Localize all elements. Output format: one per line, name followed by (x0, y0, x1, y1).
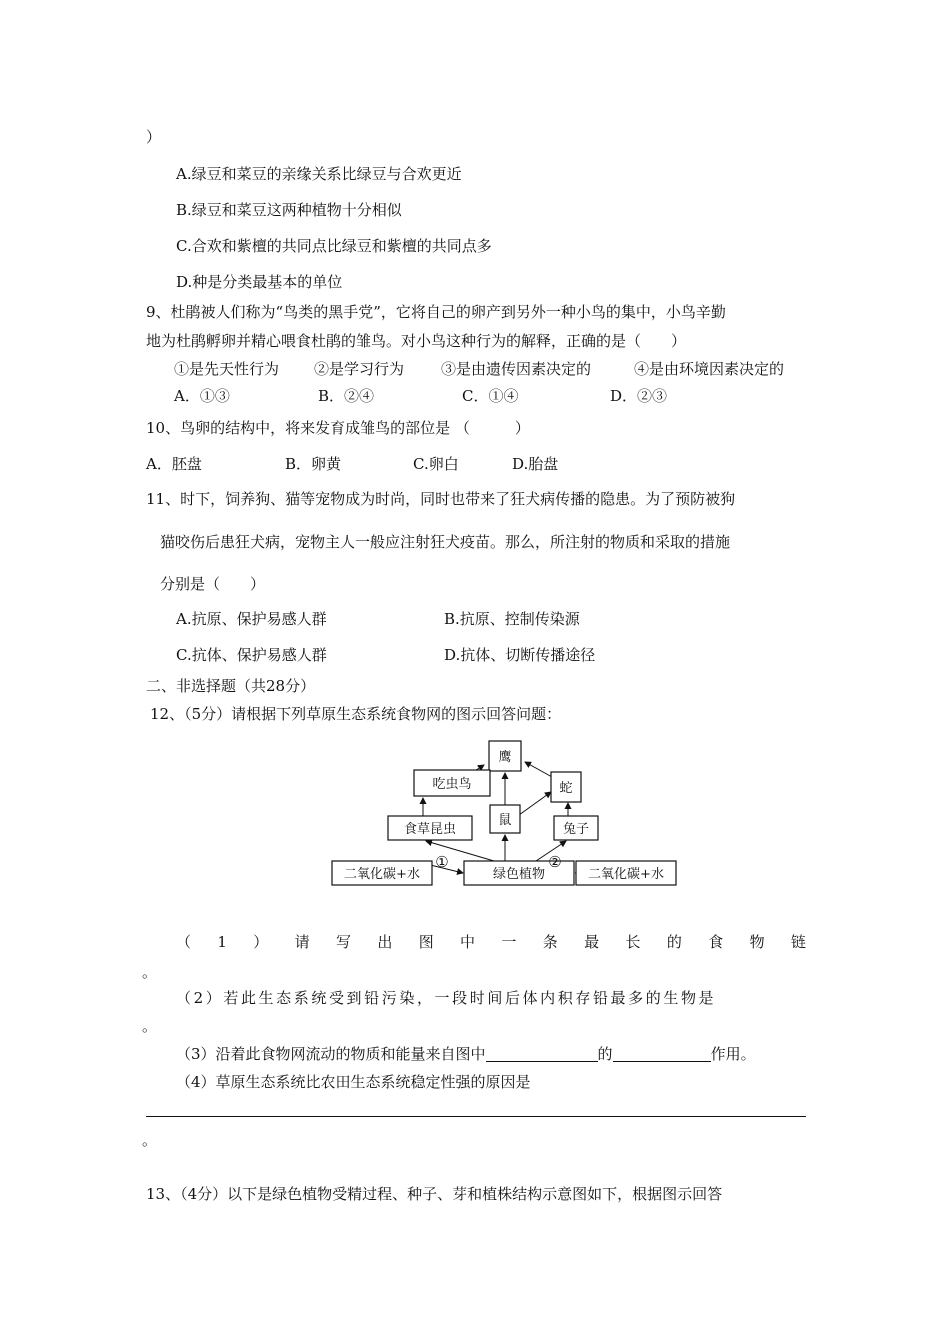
q10-stem: 10、鸟卵的结构中，将来发育成雏鸟的部位是 （ ） (146, 419, 530, 437)
q11-stem-line3: 分别是（ ） (160, 575, 266, 593)
node-hawk-label: 鹰 (498, 750, 512, 765)
node-co2-right (576, 861, 676, 885)
q8-option-a: A.绿豆和菜豆的亲缘关系比绿豆与合欢更近 (176, 165, 462, 183)
q12-part1-char: 链 (790, 933, 806, 951)
q11-option-d: D.抗体、切断传播途径 (444, 646, 596, 664)
q8-option-b: B.绿豆和菜豆这两种植物十分相似 (176, 201, 402, 219)
q12-part2-end: 。 (142, 1017, 158, 1035)
q12-part1-char: （ (176, 933, 192, 951)
node-hawk (489, 741, 521, 771)
answer-line-part4[interactable] (146, 1116, 806, 1117)
q12-part1-char: 的 (666, 933, 682, 951)
q12-part3 (176, 1044, 756, 1064)
q12-part1-char: 请 (294, 933, 310, 951)
section2-heading: 二、非选择题（共28分） (146, 677, 316, 695)
q12-part2: （2）若此生态系统受到铅污染，一段时间后体内积存铅最多的生物是 (176, 989, 717, 1007)
node-herb-insect (388, 816, 472, 840)
q9-option-b: B．②④ (318, 387, 375, 405)
node-mouse (490, 805, 520, 833)
q12-part1-end: 。 (142, 963, 158, 981)
q12-part1-char: 长 (625, 933, 641, 951)
q12-part1-char: 条 (542, 933, 558, 951)
q12-part1-char: 最 (584, 933, 600, 951)
q12-stem: 12、（5分）请根据下列草原生态系统食物网的图示回答问题： (150, 705, 562, 723)
node-insect-bird-label: 吃虫鸟 (432, 777, 472, 792)
q9-option-a: A．①③ (174, 387, 230, 405)
node-co2-left-label: 二氧化碳+水 (344, 867, 420, 882)
q8-paren: ） (146, 128, 162, 146)
q12-part1-char: 一 (501, 933, 517, 951)
q11-options-row2 (0, 645, 950, 665)
q12-part1-char: 食 (708, 933, 724, 951)
q12-part1 (176, 932, 806, 952)
q9-options (0, 386, 950, 406)
q8-option-d: D.种是分类最基本的单位 (176, 273, 343, 291)
q11-options-row1 (0, 609, 950, 629)
q12-part3-text-c: 作用。 (710, 1045, 756, 1063)
q12-part3-text-a: （3）沿着此食物网流动的物质和能量来自图中 (176, 1045, 486, 1063)
q10-option-a: A．胚盘 (146, 455, 202, 473)
q12-part1-char: 图 (418, 933, 434, 951)
node-rabbit (554, 816, 598, 840)
q10-option-c: C.卵白 (413, 455, 459, 473)
q11-option-b: B.抗原、控制传染源 (444, 610, 580, 628)
q9-statement-1: ①是先天性行为 (174, 360, 280, 378)
process-mark-1: ① (435, 853, 449, 871)
q9-statement-2: ②是学习行为 (314, 360, 405, 378)
node-insect-bird (414, 770, 490, 796)
q9-statement-3: ③是由遗传因素决定的 (441, 360, 592, 378)
q8-option-c: C.合欢和紫檀的共同点比绿豆和紫檀的共同点多 (176, 237, 492, 255)
node-snake (551, 772, 581, 802)
q9-statements (0, 359, 950, 379)
q9-option-d: D．②③ (610, 387, 668, 405)
q12-part1-char: 中 (460, 933, 476, 951)
node-co2-left (332, 861, 432, 885)
q12-part1-char: 出 (377, 933, 393, 951)
q10-option-d: D.胎盘 (512, 455, 559, 473)
q12-part3-text-b: 的 (597, 1045, 613, 1063)
q12-part1-char: 写 (335, 933, 351, 951)
q12-part1-char: 1 (217, 933, 227, 951)
node-rabbit-label: 兔子 (562, 822, 590, 837)
node-herb-insect-label: 食草昆虫 (403, 822, 457, 837)
q12-part4-end: 。 (142, 1131, 158, 1149)
q12-part1-char: 物 (749, 933, 765, 951)
node-mouse-label: 鼠 (498, 813, 512, 828)
node-plant-label: 绿色植物 (492, 867, 546, 882)
process-mark-2: ② (548, 853, 562, 871)
node-co2-right-label: 二氧化碳+水 (588, 867, 664, 882)
q12-part1-char: ） (253, 933, 269, 951)
food-web-diagram (326, 735, 696, 895)
q9-option-c: C．①④ (462, 387, 519, 405)
q11-option-c: C.抗体、保护易感人群 (176, 646, 327, 664)
q9-statement-4: ④是由环境因素决定的 (634, 360, 785, 378)
answer-blank-source[interactable] (486, 1045, 598, 1062)
q11-stem-line2: 猫咬伤后患狂犬病，宠物主人一般应注射狂犬疫苗。那么，所注射的物质和采取的措施 (160, 533, 731, 551)
q12-part4: （4）草原生态系统比农田生态系统稳定性强的原因是 (176, 1073, 531, 1091)
q10-option-b: B．卵黄 (285, 455, 342, 473)
q13-stem-line1: 13、（4分）以下是绿色植物受精过程、种子、芽和植株结构示意图如下，根据图示回答 (146, 1185, 723, 1203)
q10-options (0, 454, 950, 474)
q11-stem-line1: 11、时下，饲养狗、猫等宠物成为时尚，同时也带来了狂犬病传播的隐患。为了预防被狗 (146, 490, 736, 508)
answer-blank-process[interactable] (613, 1045, 711, 1062)
q9-stem-line1: 9、杜鹃被人们称为“鸟类的黑手党”，它将自己的卵产到另外一种小鸟的集中，小鸟辛勤 (146, 303, 726, 321)
q9-stem-line2: 地为杜鹃孵卵并精心喂食杜鹃的雏鸟。对小鸟这种行为的解释，正确的是（ ） (146, 332, 687, 350)
node-snake-label: 蛇 (559, 781, 573, 796)
q11-option-a: A.抗原、保护易感人群 (176, 610, 327, 628)
